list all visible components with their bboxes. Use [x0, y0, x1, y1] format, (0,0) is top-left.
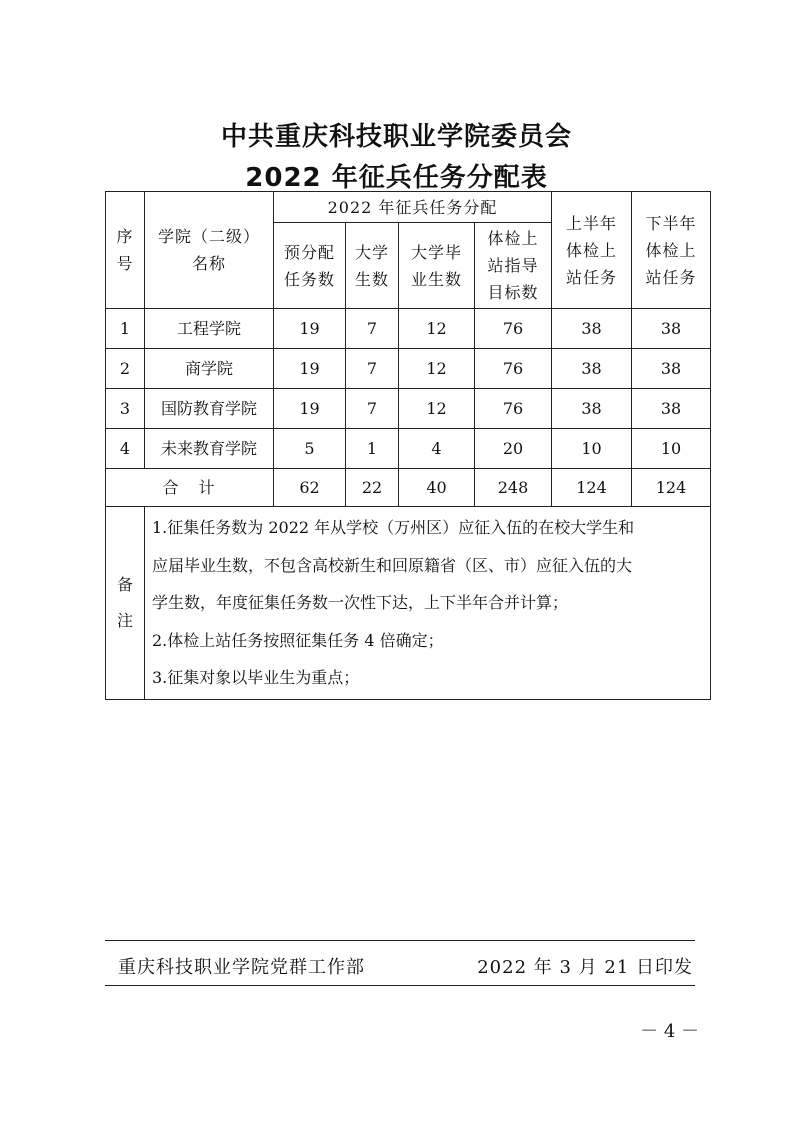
header-row-1: [106, 192, 711, 223]
cell-second-half: 38: [632, 389, 711, 429]
notes-label: 备 注: [106, 507, 145, 700]
header-group: 2022 年征兵任务分配: [274, 192, 552, 223]
cell-preallocated: 19: [274, 309, 346, 349]
total-first-half: 124: [552, 469, 632, 507]
header-graduates: 大学毕 业生数: [399, 223, 475, 309]
header-students: 大学 生数: [346, 223, 399, 309]
cell-college: 商学院: [145, 349, 274, 389]
cell-first-half: 38: [552, 309, 632, 349]
cell-seq: 2: [106, 349, 145, 389]
cell-first-half: 38: [552, 389, 632, 429]
total-graduates: 40: [399, 469, 475, 507]
cell-second-half: 10: [632, 429, 711, 469]
table-row: [106, 309, 711, 349]
cell-students: 1: [346, 429, 399, 469]
allocation-table: [105, 191, 711, 700]
header-medical-target: 体检上 站指导 目标数: [475, 223, 552, 309]
total-preallocated: 62: [274, 469, 346, 507]
total-label: 合 计: [106, 469, 274, 507]
cell-college: 未来教育学院: [145, 429, 274, 469]
total-medical-target: 248: [475, 469, 552, 507]
total-second-half: 124: [632, 469, 711, 507]
document-title: 中共重庆科技职业学院委员会: [220, 122, 572, 152]
cell-seq: 3: [106, 389, 145, 429]
cell-preallocated: 5: [274, 429, 346, 469]
header-preallocated: 预分配 任务数: [274, 223, 346, 309]
cell-medical-target: 20: [475, 429, 552, 469]
cell-preallocated: 19: [274, 389, 346, 429]
cell-preallocated: 19: [274, 349, 346, 389]
header-first-half: 上半年 体检上 站任务: [552, 192, 632, 309]
cell-second-half: 38: [632, 309, 711, 349]
total-students: 22: [346, 469, 399, 507]
note-line: 学生数，年度征集任务数一次性下达，上下半年合并计算；: [152, 593, 569, 612]
cell-medical-target: 76: [475, 389, 552, 429]
note-line: 应届毕业生数，不包含高校新生和回原籍省（区、市）应征入伍的大: [152, 555, 633, 575]
cell-graduates: 12: [399, 389, 475, 429]
cell-first-half: 38: [552, 349, 632, 389]
cell-students: 7: [346, 389, 399, 429]
notes-row: [106, 507, 711, 700]
cell-second-half: 38: [632, 349, 711, 389]
cell-college: 工程学院: [145, 309, 274, 349]
cell-seq: 1: [106, 309, 145, 349]
document-subtitle: 2022 年征兵任务分配表: [245, 163, 548, 193]
table-row: [106, 349, 711, 389]
cell-first-half: 10: [552, 429, 632, 469]
cell-students: 7: [346, 309, 399, 349]
cell-college: 国防教育学院: [145, 389, 274, 429]
cell-students: 7: [346, 349, 399, 389]
cell-medical-target: 76: [475, 309, 552, 349]
note-line: 1.征集任务数为 2022 年从学校（万州区）应征入伍的在校大学生和: [152, 518, 635, 537]
total-row: [106, 469, 711, 507]
cell-seq: 4: [106, 429, 145, 469]
table-row: [106, 429, 711, 469]
header-second-half: 下半年 体检上 站任务: [632, 192, 711, 309]
footer-bottom-rule: [105, 985, 695, 986]
footer-top-rule: [105, 940, 695, 941]
footer-date: 2022 年 3 月 21 日印发: [477, 957, 693, 978]
page-number: － 4 －: [640, 1021, 699, 1042]
table-row: [106, 389, 711, 429]
cell-medical-target: 76: [475, 349, 552, 389]
note-line: 3.征集对象以毕业生为重点；: [152, 668, 360, 687]
cell-graduates: 12: [399, 309, 475, 349]
notes-content: [145, 507, 711, 700]
cell-graduates: 12: [399, 349, 475, 389]
footer-issuer: 重庆科技职业学院党群工作部: [118, 957, 365, 978]
header-seq: 序 号: [106, 192, 145, 309]
cell-graduates: 4: [399, 429, 475, 469]
header-college: 学院（二级） 名称: [145, 192, 274, 309]
note-line: 2.体检上站任务按照征集任务 4 倍确定；: [152, 630, 444, 650]
